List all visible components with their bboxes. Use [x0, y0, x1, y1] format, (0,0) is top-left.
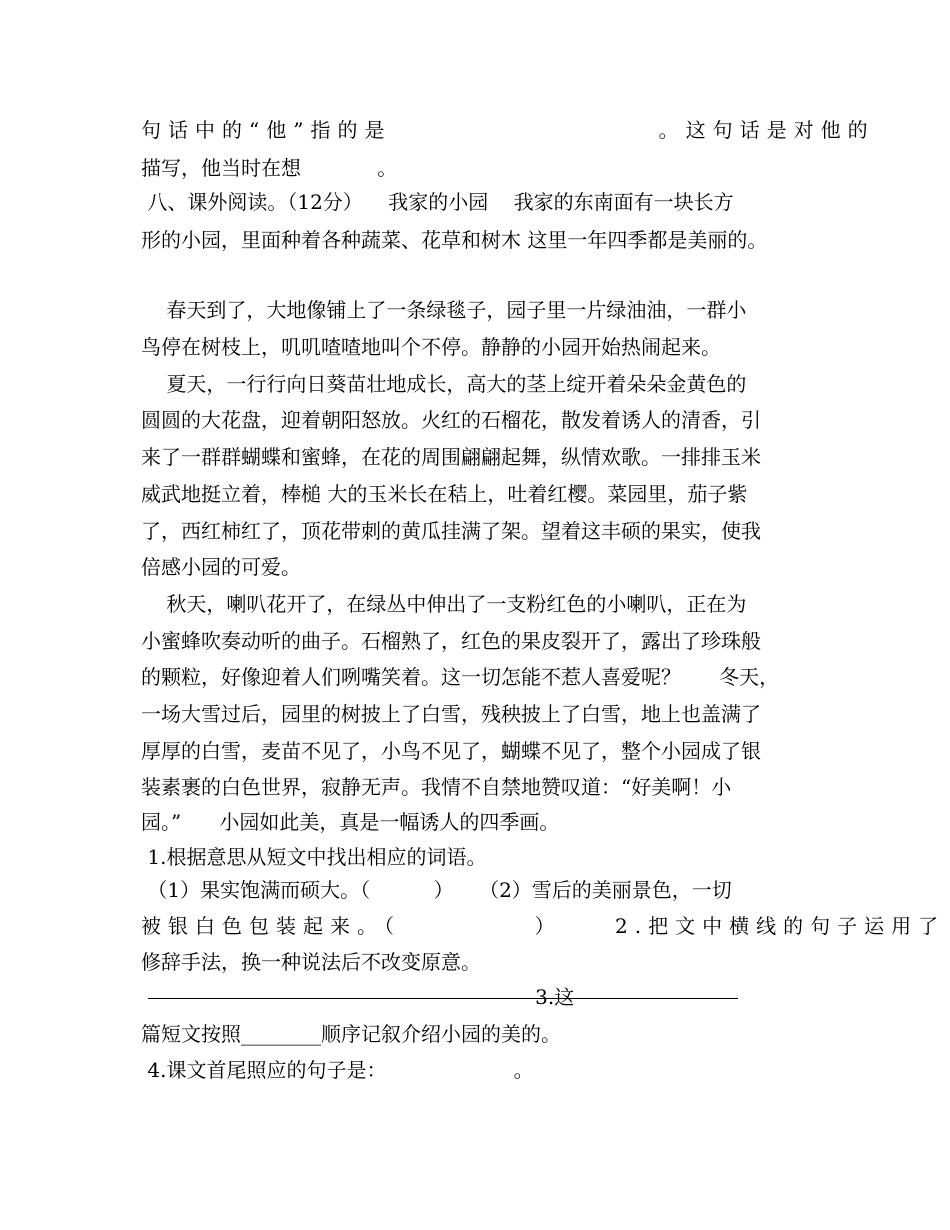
paragraph-summer-line: 倍感小园的可爱。 — [141, 555, 301, 579]
paragraph-winter-line: 厚厚的白雪，麦苗不见了，小鸟不见了，蝴蝶不见了，整个小园成了银 — [141, 739, 761, 763]
question-line: 3.这 — [141, 985, 575, 1009]
paragraph-autumn-line: 秋天，喇叭花开了，在绿丛中伸出了一支粉红色的小喇叭，正在为 — [141, 592, 747, 616]
paragraph-spring-line: 鸟停在树枝上，叽叽喳喳地叫个不停。静静的小园开始热闹起来。 — [141, 335, 721, 359]
text-line: 形的小园，里面种着各种蔬菜、花草和树木 这里一年四季都是美丽的。 — [141, 228, 768, 252]
paragraph-winter-line: 园。” 小园如此美，真是一幅诱人的四季画。 — [141, 810, 560, 834]
paragraph-summer-line: 威武地挺立着，棒槌 大的玉米长在秸上，吐着红樱。菜园里，茄子紫 — [141, 482, 748, 506]
paragraph-winter-line: 一场大雪过后，园里的树披上了白雪，残秧披上了白雪，地上也盖满了 — [141, 702, 761, 726]
question-line: （1）果实饱满而硕大。（ ） （2）雪后的美丽景色，一切 — [141, 878, 732, 902]
question-line: 修辞手法，换一种说法后不改变原意。 — [141, 950, 481, 974]
section-heading-line: 八、课外阅读。（12分） 我家的小园 我家的东南面有一块长方 — [141, 190, 734, 214]
text-line: 描写，他当时在想 。 — [141, 156, 398, 180]
paragraph-autumn-line: 的颗粒，好像迎着人们咧嘴笑着。这一切怎能不惹人喜爱呢？ 冬天， — [141, 665, 780, 689]
text-line: 句话中的“他”指的是 。这句话是对他的 — [141, 118, 875, 142]
paragraph-summer-line: 来了一群群蝴蝶和蜜蜂，在花的周围翩翩起舞，纵情欢歌。一排排玉米 — [141, 445, 761, 469]
paragraph-autumn-line: 小蜜蜂吹奏动听的曲子。石榴熟了，红色的果皮裂开了，露出了珍珠般 — [141, 629, 761, 653]
paragraph-spring-line: 春天到了，大地像铺上了一条绿毯子，园子里一片绿油油，一群小 — [141, 298, 747, 322]
question-line: 1.根据意思从短文中找出相应的词语。 — [141, 845, 487, 869]
question-line: 4.课文首尾照应的句子是： 。 — [141, 1058, 534, 1082]
paragraph-summer-line: 了，西红柿红了，顶花带刺的黄瓜挂满了架。望着这丰硕的果实，使我 — [141, 519, 761, 543]
paragraph-summer-line: 夏天，一行行向日葵苗壮地成长，高大的茎上绽开着朵朵金黄色的 — [141, 372, 747, 396]
paragraph-winter-line: 装素裹的白色世界，寂静无声。我情不自禁地赞叹道：“好美啊！小 — [141, 775, 732, 799]
question-line: 被银白色包装起来。（ ） 2.把文中横线的句子运用了 — [141, 914, 946, 938]
question-line: 篇短文按照________顺序记叙介绍小园的美的。 — [141, 1022, 561, 1046]
paragraph-summer-line: 圆圆的大花盘，迎着朝阳怒放。火红的石榴花，散发着诱人的清香，引 — [141, 408, 761, 432]
